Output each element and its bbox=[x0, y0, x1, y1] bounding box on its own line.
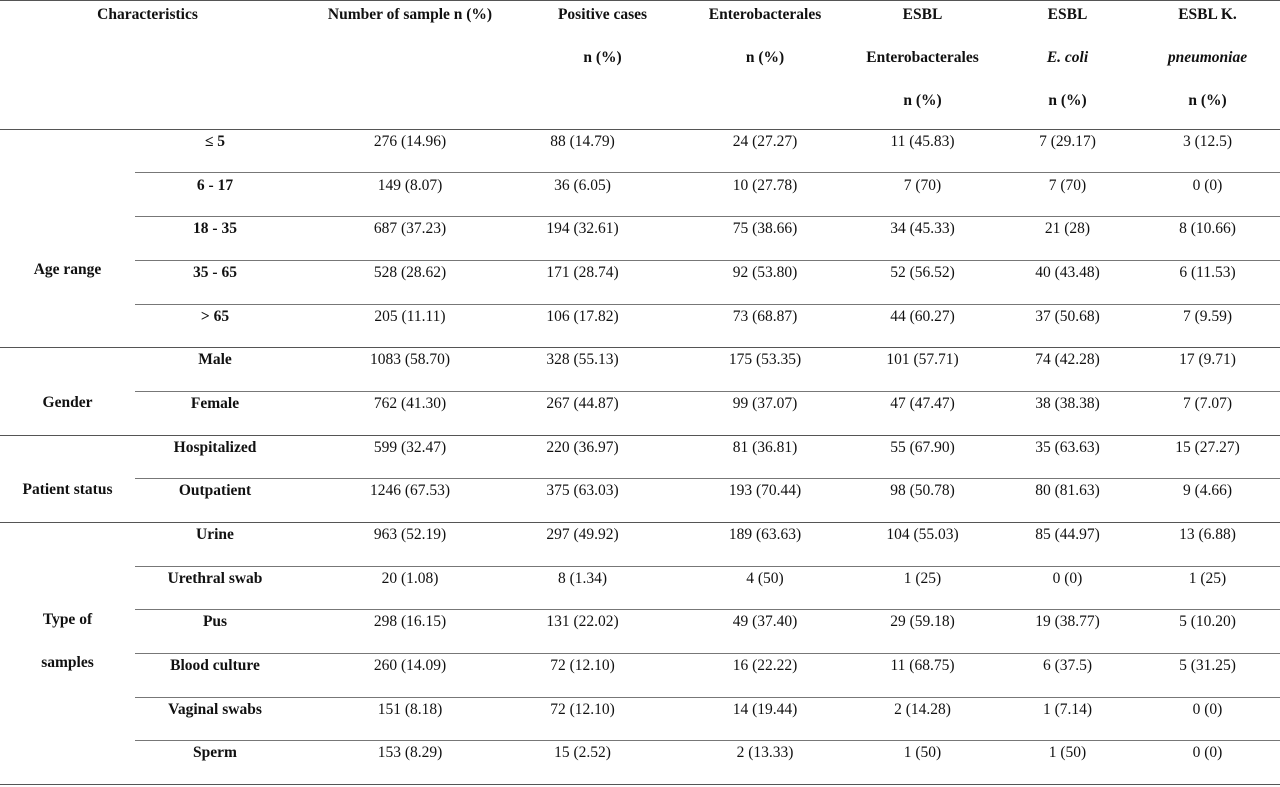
row-label: Male bbox=[198, 351, 232, 368]
cell-pos: 106 (17.82) bbox=[546, 308, 619, 325]
cell-kpn: 15 (27.27) bbox=[1175, 439, 1240, 456]
cell-kpn: 17 (9.71) bbox=[1179, 351, 1236, 368]
cell-eco: 7 (29.17) bbox=[1039, 133, 1096, 150]
cell-ent: 14 (19.44) bbox=[732, 701, 798, 718]
cell-kpn: 7 (7.07) bbox=[1182, 395, 1233, 412]
cell-n: 20 (1.08) bbox=[381, 570, 439, 587]
cell-esbl: 1 (25) bbox=[903, 570, 942, 587]
cell-kpn: 1 (25) bbox=[1188, 570, 1227, 587]
row-label: Urethral swab bbox=[167, 570, 263, 587]
row-label: Urine bbox=[196, 526, 234, 543]
cell-eco: 74 (42.28) bbox=[1035, 351, 1100, 368]
row-label: Pus bbox=[202, 613, 228, 630]
header-esbl-ecoli bbox=[1010, 0, 1125, 122]
group-label-gender: Gender bbox=[42, 394, 93, 411]
cell-ent: 81 (36.81) bbox=[732, 439, 798, 456]
cell-kpn: 3 (12.5) bbox=[1182, 133, 1233, 150]
row-label: Sperm bbox=[193, 744, 237, 761]
header-esbl-entero-line3: n (%) bbox=[903, 92, 942, 109]
row-rule bbox=[135, 391, 1280, 392]
group-label-patient-status: Patient status bbox=[22, 481, 113, 498]
group-label-type-line1: Type of bbox=[42, 611, 93, 628]
row-label: 6 - 17 bbox=[196, 177, 234, 194]
header-esbl-entero-line1: ESBL bbox=[902, 6, 943, 23]
cell-esbl: 55 (67.90) bbox=[890, 439, 955, 456]
table-bottom-rule bbox=[0, 784, 1280, 785]
cell-ent: 49 (37.40) bbox=[732, 613, 798, 630]
cell-eco: 35 (63.63) bbox=[1035, 439, 1100, 456]
cell-eco: 37 (50.68) bbox=[1035, 308, 1100, 325]
cell-esbl: 52 (56.52) bbox=[890, 264, 955, 281]
header-bottom-rule bbox=[0, 129, 1280, 130]
cell-n: 276 (14.96) bbox=[373, 133, 447, 150]
group-rule bbox=[0, 347, 1280, 348]
cell-n: 149 (8.07) bbox=[377, 177, 443, 194]
row-label: 35 - 65 bbox=[193, 264, 237, 281]
cell-kpn: 13 (6.88) bbox=[1179, 526, 1236, 543]
cell-n: 599 (32.47) bbox=[373, 439, 447, 456]
cell-ent: 175 (53.35) bbox=[728, 351, 802, 368]
cell-esbl: 47 (47.47) bbox=[890, 395, 955, 412]
row-rule bbox=[135, 609, 1280, 610]
header-positive-line1: Positive cases bbox=[557, 6, 648, 23]
cell-n: 298 (16.15) bbox=[373, 613, 447, 630]
header-positive bbox=[525, 0, 680, 79]
row-label: Hospitalized bbox=[173, 439, 257, 456]
cell-kpn: 5 (10.20) bbox=[1179, 613, 1236, 630]
cell-n: 1246 (67.53) bbox=[369, 482, 451, 499]
row-rule bbox=[135, 653, 1280, 654]
cell-pos: 220 (36.97) bbox=[546, 439, 619, 456]
header-entero-line2: n (%) bbox=[745, 49, 785, 66]
cell-ent: 4 (50) bbox=[746, 570, 784, 587]
cell-kpn: 0 (0) bbox=[1192, 744, 1223, 761]
cell-kpn: 9 (4.66) bbox=[1182, 482, 1233, 499]
cell-n: 687 (37.23) bbox=[373, 220, 447, 237]
cell-esbl: 1 (50) bbox=[903, 744, 942, 761]
header-esbl-kpn-line2: pneumoniae bbox=[1167, 49, 1248, 66]
cell-eco: 21 (28) bbox=[1044, 220, 1091, 237]
group-label-type-line2: samples bbox=[41, 654, 94, 671]
cell-pos: 88 (14.79) bbox=[550, 133, 615, 150]
cell-pos: 375 (63.03) bbox=[546, 482, 619, 499]
cell-pos: 131 (22.02) bbox=[546, 613, 619, 630]
header-characteristics-text: Characteristics bbox=[97, 6, 198, 23]
cell-ent: 10 (27.78) bbox=[732, 177, 798, 194]
cell-ent: 193 (70.44) bbox=[728, 482, 802, 499]
cell-n: 151 (8.18) bbox=[377, 701, 443, 718]
cell-eco: 0 (0) bbox=[1052, 570, 1083, 587]
cell-n: 963 (52.19) bbox=[373, 526, 447, 543]
cell-kpn: 5 (31.25) bbox=[1179, 657, 1236, 674]
header-characteristics bbox=[60, 0, 235, 36]
header-esbl-ecoli-line1: ESBL bbox=[1047, 6, 1088, 23]
cell-ent: 92 (53.80) bbox=[732, 264, 798, 281]
cell-ent: 99 (37.07) bbox=[732, 395, 798, 412]
cell-eco: 1 (50) bbox=[1048, 744, 1087, 761]
cell-kpn: 0 (0) bbox=[1192, 701, 1223, 718]
header-enterobacterales bbox=[690, 0, 840, 79]
row-label: Blood culture bbox=[170, 657, 260, 674]
cell-esbl: 7 (70) bbox=[903, 177, 942, 194]
cell-pos: 15 (2.52) bbox=[554, 744, 611, 761]
cell-pos: 36 (6.05) bbox=[554, 177, 611, 194]
row-label: Vaginal swabs bbox=[168, 701, 262, 718]
header-esbl-ecoli-line2: E. coli bbox=[1046, 49, 1089, 66]
header-positive-line2: n (%) bbox=[583, 49, 622, 66]
cell-esbl: 104 (55.03) bbox=[886, 526, 959, 543]
cell-ent: 189 (63.63) bbox=[728, 526, 802, 543]
cell-ent: 24 (27.27) bbox=[732, 133, 798, 150]
cell-n: 205 (11.11) bbox=[374, 308, 446, 325]
header-esbl-kpneumoniae bbox=[1135, 0, 1280, 122]
cell-n: 1083 (58.70) bbox=[369, 351, 451, 368]
row-label: 18 - 35 bbox=[193, 220, 237, 237]
row-rule bbox=[135, 304, 1280, 305]
cell-ent: 16 (22.22) bbox=[732, 657, 798, 674]
cell-eco: 40 (43.48) bbox=[1035, 264, 1100, 281]
cell-n: 260 (14.09) bbox=[373, 657, 447, 674]
cell-eco: 1 (7.14) bbox=[1042, 701, 1093, 718]
cell-eco: 38 (38.38) bbox=[1035, 395, 1100, 412]
header-samples-text: Number of sample n (%) bbox=[327, 6, 493, 23]
cell-eco: 80 (81.63) bbox=[1035, 482, 1100, 499]
group-rule bbox=[0, 435, 1280, 436]
cell-pos: 194 (32.61) bbox=[546, 220, 619, 237]
header-esbl-enterobacterales bbox=[845, 0, 1000, 122]
cell-esbl: 44 (60.27) bbox=[890, 308, 955, 325]
cell-kpn: 7 (9.59) bbox=[1182, 308, 1233, 325]
cell-eco: 7 (70) bbox=[1048, 177, 1087, 194]
row-rule bbox=[135, 740, 1280, 741]
cell-esbl: 98 (50.78) bbox=[890, 482, 955, 499]
cell-pos: 297 (49.92) bbox=[546, 526, 619, 543]
row-label: Outpatient bbox=[178, 482, 252, 499]
cell-esbl: 29 (59.18) bbox=[890, 613, 955, 630]
row-label: > 65 bbox=[200, 308, 230, 325]
row-rule bbox=[135, 566, 1280, 567]
row-rule bbox=[135, 478, 1280, 479]
header-esbl-kpn-line3: n (%) bbox=[1188, 92, 1227, 109]
cell-pos: 72 (12.10) bbox=[550, 701, 615, 718]
cell-pos: 72 (12.10) bbox=[550, 657, 615, 674]
cell-pos: 267 (44.87) bbox=[546, 395, 619, 412]
row-label: ≤ 5 bbox=[204, 133, 226, 150]
cell-ent: 73 (68.87) bbox=[732, 308, 798, 325]
group-label-age: Age range bbox=[33, 261, 102, 278]
header-esbl-ecoli-line3: n (%) bbox=[1048, 92, 1087, 109]
cell-kpn: 6 (11.53) bbox=[1179, 264, 1236, 281]
header-esbl-entero-line2: Enterobacterales bbox=[866, 49, 979, 66]
header-entero-line1: Enterobacterales bbox=[708, 6, 822, 23]
row-rule bbox=[135, 216, 1280, 217]
row-rule bbox=[135, 260, 1280, 261]
header-esbl-kpn-line1: ESBL K. bbox=[1178, 6, 1237, 23]
cell-ent: 75 (38.66) bbox=[732, 220, 798, 237]
cell-n: 153 (8.29) bbox=[377, 744, 443, 761]
cell-esbl: 11 (45.83) bbox=[890, 133, 955, 150]
cell-pos: 8 (1.34) bbox=[557, 570, 608, 587]
cell-kpn: 0 (0) bbox=[1192, 177, 1223, 194]
cell-esbl: 101 (57.71) bbox=[886, 351, 959, 368]
cell-esbl: 2 (14.28) bbox=[894, 701, 951, 718]
cell-kpn: 8 (10.66) bbox=[1179, 220, 1236, 237]
cell-eco: 85 (44.97) bbox=[1035, 526, 1100, 543]
cell-esbl: 11 (68.75) bbox=[890, 657, 955, 674]
cell-pos: 171 (28.74) bbox=[546, 264, 619, 281]
cell-eco: 19 (38.77) bbox=[1035, 613, 1100, 630]
cell-esbl: 34 (45.33) bbox=[890, 220, 955, 237]
cell-eco: 6 (37.5) bbox=[1042, 657, 1093, 674]
header-samples bbox=[300, 0, 520, 36]
cell-n: 528 (28.62) bbox=[373, 264, 447, 281]
cell-ent: 2 (13.33) bbox=[736, 744, 794, 761]
cell-pos: 328 (55.13) bbox=[546, 351, 619, 368]
row-rule bbox=[135, 697, 1280, 698]
row-rule bbox=[135, 172, 1280, 173]
row-label: Female bbox=[190, 395, 240, 412]
cell-n: 762 (41.30) bbox=[373, 395, 447, 412]
group-rule bbox=[0, 522, 1280, 523]
